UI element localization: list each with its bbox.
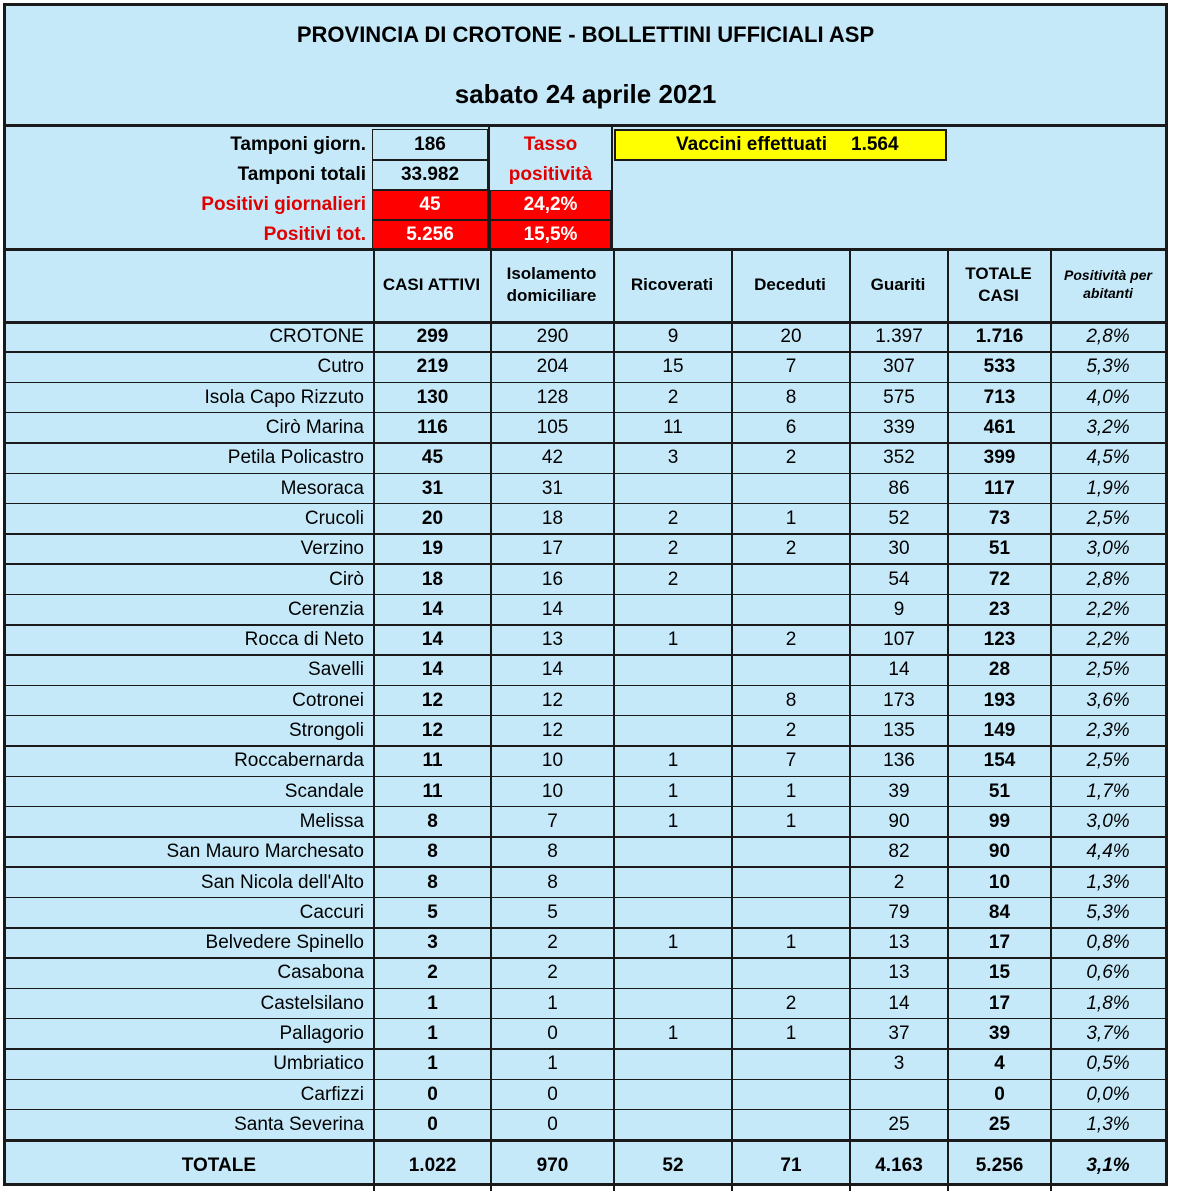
cell-casi-attivi: 14 [421, 659, 444, 681]
cell-casi-attivi: 20 [421, 507, 444, 529]
bulletin-title: PROVINCIA DI CROTONE - BOLLETTINI UFFICIALI ASP [296, 22, 875, 47]
cell-ricoverati [614, 989, 732, 1019]
cell-totale-casi: 4 [994, 1053, 1005, 1075]
tamponi-totali-label: Tamponi totali [237, 164, 366, 185]
cell-deceduti [732, 898, 850, 928]
cell-ricoverati: 1 [667, 932, 679, 954]
cell-totale-casi: 99 [988, 810, 1011, 832]
cell-guariti: 3 [893, 1053, 905, 1075]
cell-totale-casi: 399 [983, 447, 1016, 469]
cell-positivita: 2,8% [1086, 326, 1130, 348]
cell-positivita: 0,5% [1086, 1053, 1130, 1075]
cell-totale-casi: 149 [983, 720, 1016, 742]
cell-isolamento: 204 [536, 356, 569, 378]
cell-positivita: 0,0% [1086, 1083, 1130, 1105]
cell-deceduti: 1 [785, 780, 797, 802]
cell-positivita: 2,8% [1086, 568, 1130, 590]
cell-comune: Cirò Marina [265, 417, 364, 439]
cell-casi-attivi: 130 [416, 386, 449, 408]
positivi-giornalieri-value: 45 [372, 190, 488, 220]
cell-isolamento: 13 [541, 629, 564, 651]
cell-guariti: 13 [888, 932, 910, 954]
cell-comune: Verzino [300, 538, 364, 560]
cell-comune: Isola Capo Rizzuto [204, 386, 364, 408]
col-header-casi-attivi: CASI ATTIVI [382, 274, 481, 294]
cell-totale-casi: 17 [988, 992, 1011, 1014]
cell-casi-attivi: 8 [427, 841, 438, 863]
cell-casi-attivi: 0 [427, 1113, 438, 1135]
cell-totale-casi: 713 [983, 386, 1016, 408]
cell-positivita: 2,5% [1086, 750, 1130, 772]
cell-guariti: 30 [888, 538, 910, 560]
cell-casi-attivi: 11 [422, 750, 443, 772]
cell-guariti: 2 [893, 871, 905, 893]
cell-comune: Melissa [299, 810, 364, 832]
cell-totale-casi: 17 [988, 932, 1011, 954]
cell-positivita: 0,6% [1086, 962, 1130, 984]
cell-isolamento: 8 [547, 841, 558, 863]
cell-casi-attivi: 1 [427, 992, 438, 1014]
cell-deceduti: 1 [785, 810, 797, 832]
cell-guariti: 39 [888, 780, 910, 802]
cell-isolamento: 2 [547, 962, 558, 984]
cell-ricoverati: 15 [662, 356, 684, 378]
cell-comune: Cerenzia [287, 598, 364, 620]
cell-isolamento: 7 [547, 810, 558, 832]
cell-comune: Pallagorio [279, 1023, 364, 1045]
cell-ricoverati [614, 595, 732, 625]
cell-totale-casi: 90 [988, 841, 1011, 863]
cell-deceduti: 2 [785, 629, 797, 651]
cell-ricoverati: 2 [667, 568, 679, 590]
cell-ricoverati [614, 1080, 732, 1110]
cell-totale-casi: 117 [984, 477, 1015, 499]
cell-ricoverati [614, 1110, 732, 1140]
bulletin-date: sabato 24 aprile 2021 [454, 79, 717, 109]
cell-deceduti: 7 [785, 356, 797, 378]
tamponi-giorn-label: Tamponi giorn. [230, 133, 366, 155]
cell-isolamento: 5 [547, 901, 558, 923]
cell-positivita: 4,5% [1086, 447, 1130, 469]
cell-guariti: 90 [888, 810, 910, 832]
cell-positivita: 3,0% [1086, 538, 1130, 560]
cell-comune: Roccabernarda [234, 750, 364, 772]
cell-comune: Rocca di Neto [244, 629, 364, 651]
cell-guariti: 575 [883, 386, 915, 408]
cell-positivita: 1,9% [1086, 477, 1130, 499]
cell-comune: Cutro [317, 356, 364, 378]
cell-deceduti: 2 [785, 992, 797, 1014]
cell-deceduti [732, 655, 850, 685]
cell-isolamento: 290 [536, 326, 569, 348]
cell-casi-attivi: 1.022 [408, 1155, 457, 1177]
cell-isolamento: 17 [541, 538, 564, 560]
cell-casi-attivi: 0 [427, 1083, 438, 1105]
cell-positivita: 2,2% [1086, 629, 1130, 651]
cell-ricoverati: 1 [667, 780, 679, 802]
cell-deceduti [732, 837, 850, 867]
cell-ricoverati: 2 [667, 538, 679, 560]
cell-ricoverati [614, 898, 732, 928]
cell-totale-casi: 5.256 [975, 1155, 1024, 1177]
cell-ricoverati: 3 [667, 447, 679, 469]
cell-comune: Caccuri [299, 901, 364, 923]
cell-totale-casi: 154 [983, 750, 1016, 772]
cell-comune: Cirò [329, 568, 364, 590]
cell-totale-casi: 193 [983, 689, 1016, 711]
col-header-isolamento [491, 248, 612, 321]
positivi-giornalieri-label: Positivi giornalieri [201, 194, 366, 215]
cell-comune: Savelli [308, 659, 364, 681]
cell-comune: Cotronei [292, 689, 364, 711]
cell-totale-casi: 461 [983, 417, 1016, 439]
cell-positivita: 1,3% [1086, 871, 1130, 893]
cell-comune: CROTONE [269, 326, 364, 348]
positivi-tot-label: Positivi tot. [263, 224, 366, 245]
cell-totale-casi: 39 [988, 1023, 1011, 1045]
cell-guariti [850, 1080, 948, 1110]
cell-positivita: 3,1% [1086, 1155, 1130, 1177]
cell-totale-casi: 533 [983, 356, 1016, 378]
cell-isolamento: 14 [541, 659, 564, 681]
cell-casi-attivi: 2 [427, 962, 438, 984]
cell-positivita: 1,3% [1086, 1113, 1130, 1135]
cell-comune: San Mauro Marchesato [166, 841, 364, 863]
cell-totale-casi: 0 [994, 1083, 1005, 1105]
cell-isolamento: 14 [541, 598, 564, 620]
cell-guariti: 86 [888, 477, 910, 499]
cell-deceduti [732, 1080, 850, 1110]
cell-ricoverati: 2 [667, 507, 679, 529]
cell-positivita: 5,3% [1086, 901, 1130, 923]
cell-deceduti: 20 [780, 326, 802, 348]
cell-positivita: 4,0% [1086, 386, 1130, 408]
cell-casi-attivi: 12 [421, 689, 444, 711]
cell-totale-casi: 123 [983, 629, 1016, 651]
cell-isolamento: 128 [536, 386, 569, 408]
cell-casi-attivi: 31 [421, 477, 444, 499]
cell-casi-attivi: 8 [427, 871, 438, 893]
cell-totale-casi: 84 [988, 901, 1011, 923]
cell-comune: Strongoli [289, 720, 364, 742]
cell-isolamento: 12 [541, 689, 564, 711]
cell-guariti: 25 [888, 1113, 910, 1135]
cell-ricoverati: 52 [662, 1155, 684, 1177]
cell-totale-casi: 25 [988, 1113, 1011, 1135]
cell-comune: Scandale [284, 780, 364, 802]
cell-deceduti [732, 564, 850, 594]
cell-deceduti: 1 [785, 932, 797, 954]
cell-isolamento: 31 [541, 477, 564, 499]
cell-isolamento: 1 [547, 1053, 558, 1075]
cell-guariti: 107 [883, 629, 915, 651]
col-header-guariti: Guariti [870, 274, 926, 294]
cell-deceduti: 7 [785, 750, 797, 772]
vaccini-box [614, 129, 947, 161]
cell-comune: Casabona [277, 962, 364, 984]
cell-isolamento: 1 [547, 992, 558, 1014]
cell-comune: TOTALE [181, 1155, 256, 1177]
cell-guariti: 37 [888, 1023, 910, 1045]
cell-positivita: 2,5% [1086, 507, 1130, 529]
cell-isolamento: 16 [541, 568, 564, 590]
cell-ricoverati [614, 837, 732, 867]
cell-ricoverati [614, 686, 732, 716]
cell-comune: Mesoraca [280, 477, 364, 499]
cell-positivita: 0,8% [1086, 932, 1130, 954]
cell-isolamento: 105 [536, 417, 569, 439]
cell-deceduti: 2 [785, 538, 797, 560]
cell-isolamento: 8 [547, 871, 558, 893]
cell-totale-casi: 15 [988, 962, 1011, 984]
cell-deceduti [732, 595, 850, 625]
cell-guariti: 307 [883, 356, 915, 378]
cell-casi-attivi: 19 [421, 538, 444, 560]
cell-comune: Belvedere Spinello [205, 932, 364, 954]
col-header-positivita-line1: Positività per [1064, 267, 1152, 283]
cell-comune: Crucoli [304, 507, 364, 529]
cell-guariti: 136 [883, 750, 915, 772]
cell-ricoverati: 1 [667, 629, 679, 651]
cell-casi-attivi: 219 [416, 356, 449, 378]
col-header-isolamento-line2: domiciliare [506, 285, 597, 305]
cell-positivita: 3,6% [1086, 689, 1130, 711]
cell-isolamento: 0 [547, 1083, 558, 1105]
tamponi-totali-value: 33.982 [372, 160, 488, 190]
cell-comune: Santa Severina [234, 1113, 364, 1135]
cell-positivita: 4,4% [1086, 841, 1130, 863]
cell-positivita: 5,3% [1086, 356, 1130, 378]
cell-deceduti [732, 474, 850, 504]
cell-totale-casi: 1.716 [975, 326, 1024, 348]
cell-guariti: 1.397 [875, 326, 923, 348]
col-header-deceduti: Deceduti [754, 274, 826, 294]
tamponi-giorn-value: 186 [372, 129, 488, 160]
cell-deceduti: 8 [785, 386, 797, 408]
cell-ricoverati [614, 474, 732, 504]
cell-ricoverati: 9 [667, 326, 679, 348]
tasso-label-line2: positività [508, 164, 593, 185]
cell-deceduti: 1 [785, 1023, 797, 1045]
cell-totale-casi: 28 [988, 659, 1011, 681]
tasso-totale-value: 15,5% [490, 220, 611, 250]
cell-deceduti [732, 1049, 850, 1079]
cell-isolamento: 12 [541, 720, 564, 742]
positivi-tot-value: 5.256 [372, 220, 488, 250]
cell-deceduti: 8 [785, 689, 797, 711]
cell-deceduti: 2 [785, 447, 797, 469]
cell-positivita: 2,2% [1086, 598, 1130, 620]
cell-isolamento: 970 [536, 1155, 569, 1177]
cell-ricoverati [614, 655, 732, 685]
cell-ricoverati [614, 958, 732, 988]
cell-positivita: 2,5% [1086, 659, 1130, 681]
cell-guariti: 54 [888, 568, 910, 590]
cell-casi-attivi: 14 [421, 629, 444, 651]
cell-deceduti [732, 958, 850, 988]
cell-comune: Carfizzi [300, 1083, 364, 1105]
cell-deceduti: 71 [780, 1155, 802, 1177]
cell-totale-casi: 51 [988, 538, 1011, 560]
col-header-totale-casi [948, 248, 1049, 321]
cell-comune: San Nicola dell'Alto [200, 871, 364, 893]
cell-casi-attivi: 18 [421, 568, 444, 590]
cell-isolamento: 18 [541, 507, 564, 529]
cell-guariti: 173 [883, 689, 915, 711]
cell-casi-attivi: 14 [421, 598, 444, 620]
cell-positivita: 3,0% [1086, 810, 1130, 832]
cell-guariti: 339 [883, 417, 915, 439]
cell-deceduti: 1 [785, 507, 797, 529]
col-header-totale-line1: TOTALE [965, 264, 1032, 284]
cell-totale-casi: 72 [988, 568, 1011, 590]
bulletin-sheet [3, 3, 1168, 1186]
cell-guariti: 52 [888, 507, 910, 529]
cell-casi-attivi: 116 [417, 417, 448, 439]
cell-deceduti: 2 [785, 720, 797, 742]
cell-isolamento: 2 [547, 932, 558, 954]
cell-casi-attivi: 8 [427, 810, 438, 832]
cell-guariti: 9 [893, 598, 905, 620]
cell-comune: Castelsilano [260, 992, 364, 1014]
cell-ricoverati [614, 1049, 732, 1079]
cell-casi-attivi: 45 [421, 447, 444, 469]
cell-isolamento: 0 [547, 1113, 558, 1135]
cell-comune: Petila Policastro [227, 447, 364, 469]
cell-guariti: 352 [883, 447, 915, 469]
cell-totale-casi: 23 [988, 598, 1011, 620]
cell-ricoverati [614, 867, 732, 897]
cell-isolamento: 10 [541, 780, 564, 802]
cell-ricoverati: 1 [667, 1023, 679, 1045]
col-header-ricoverati: Ricoverati [630, 274, 714, 294]
cell-isolamento: 0 [547, 1023, 558, 1045]
col-header-totale-line2: CASI [978, 285, 1019, 305]
cell-casi-attivi: 299 [416, 326, 449, 348]
col-header-isolamento-line1: Isolamento [506, 264, 597, 284]
cell-totale-casi: 73 [988, 507, 1011, 529]
cell-casi-attivi: 12 [421, 720, 444, 742]
cell-positivita: 3,2% [1086, 417, 1130, 439]
cell-casi-attivi: 11 [422, 780, 443, 802]
cell-guariti: 4.163 [875, 1155, 923, 1177]
tasso-label-line1: Tasso [523, 133, 578, 155]
cell-deceduti [732, 1110, 850, 1140]
vaccini-value: 1.564 [851, 134, 899, 155]
cell-guariti: 82 [888, 841, 910, 863]
cell-positivita: 1,8% [1086, 992, 1130, 1014]
cell-isolamento: 42 [541, 447, 564, 469]
cell-casi-attivi: 5 [427, 901, 438, 923]
cell-guariti: 79 [888, 901, 910, 923]
cell-totale-casi: 51 [988, 780, 1011, 802]
cell-positivita: 1,7% [1086, 780, 1130, 802]
cell-positivita: 2,3% [1086, 720, 1130, 742]
cell-ricoverati: 11 [663, 417, 683, 439]
cell-guariti: 14 [888, 659, 910, 681]
col-header-positivita [1051, 248, 1165, 321]
cell-casi-attivi: 1 [427, 1023, 438, 1045]
col-header-positivita-line2: abitanti [1083, 284, 1133, 301]
cell-ricoverati: 1 [667, 810, 679, 832]
tasso-giornaliero-value: 24,2% [490, 190, 611, 220]
cell-ricoverati: 1 [667, 750, 679, 772]
cell-deceduti [732, 867, 850, 897]
cell-casi-attivi: 1 [427, 1053, 438, 1075]
cell-comune: Umbriatico [273, 1053, 364, 1075]
cell-deceduti: 6 [785, 417, 797, 439]
cell-isolamento: 10 [541, 750, 564, 772]
cell-casi-attivi: 3 [427, 932, 438, 954]
cell-guariti: 135 [883, 720, 915, 742]
cell-ricoverati [614, 716, 732, 746]
cell-ricoverati: 2 [667, 386, 679, 408]
cell-totale-casi: 10 [988, 871, 1011, 893]
cell-positivita: 3,7% [1086, 1023, 1130, 1045]
cell-guariti: 13 [888, 962, 910, 984]
cell-guariti: 14 [888, 992, 910, 1014]
vaccini-label: Vaccini effettuati [676, 134, 827, 155]
